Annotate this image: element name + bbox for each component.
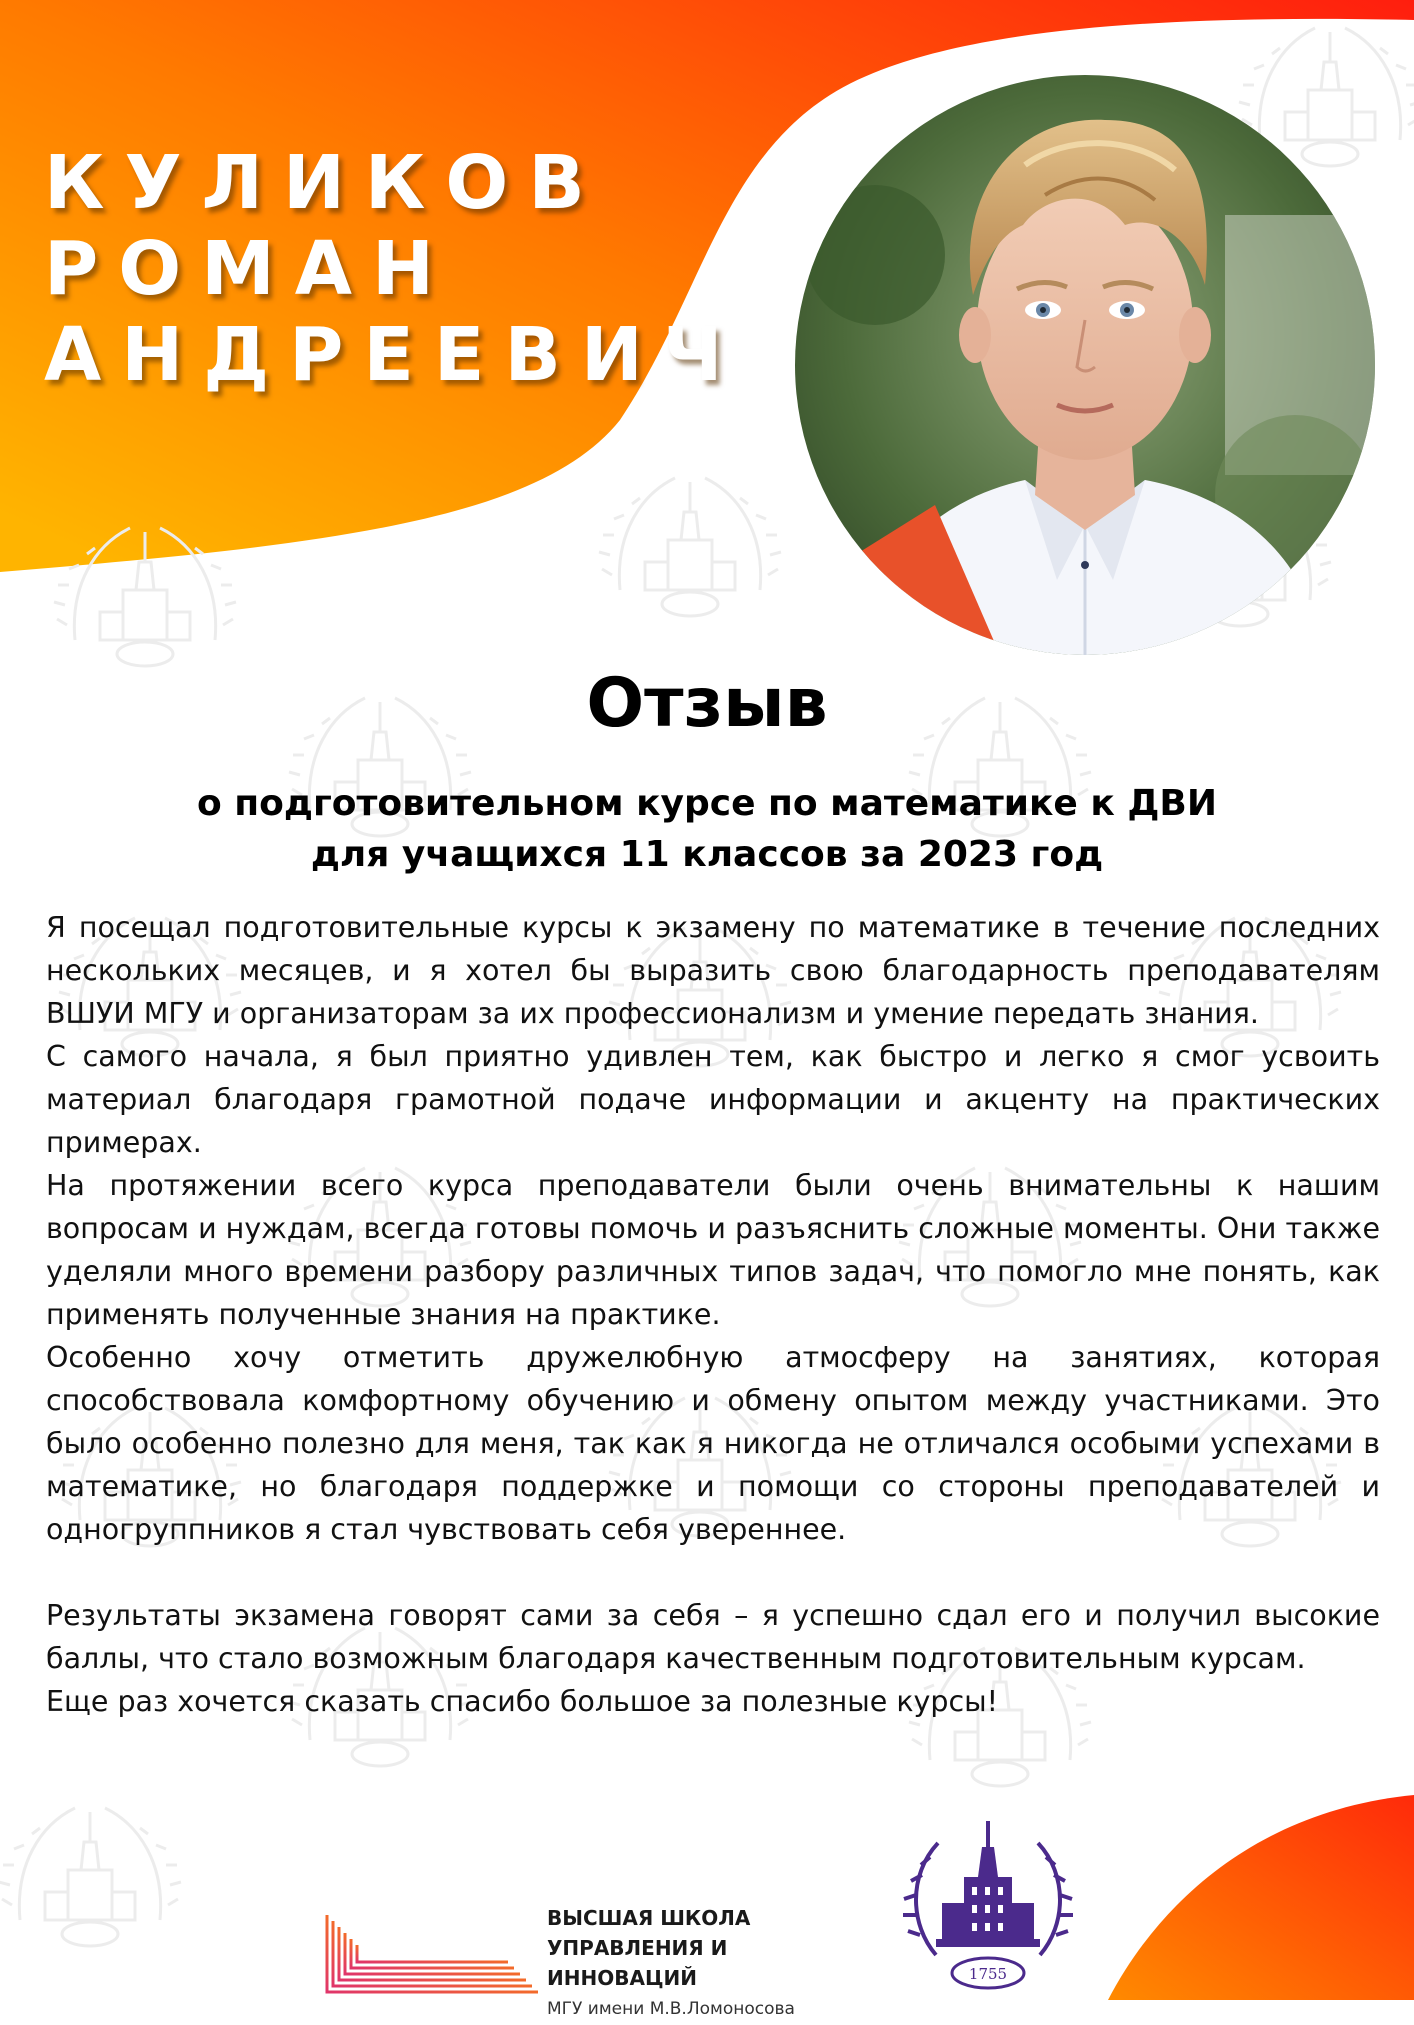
- review-paragraph-4: Особенно хочу отметить дружелюбную атмосферу на занятиях, которая способствовала комфортному обучению и обмену опытом между участниками. Это было особенно полезно для меня, так как я никогда не отличался особыми успехами в математике, но благодаря поддержке и помощи со стороны преподавателей и одногруппников я стал чувствовать себя увереннее.: [46, 1341, 1380, 1546]
- student-name: [44, 140, 743, 398]
- hsui-line-1: ВЫСШАЯ ШКОЛА: [547, 1906, 751, 1930]
- review-title: Отзыв: [586, 664, 828, 743]
- review-paragraph-5: Результаты экзамена говорят сами за себя – я успешно сдал его и получил высокие баллы, что стало возможным благодаря качественным подготовительным курсам.: [46, 1599, 1380, 1675]
- review-paragraph-2: С самого начала, я был приятно удивлен тем, как быстро и легко я смог усвоить материал благодаря грамотной подаче информации и акценту на практических примерах.: [46, 1040, 1380, 1159]
- first-name: РОМАН: [44, 226, 454, 312]
- review-paragraph-1: Я посещал подготовительные курсы к экзамену по математике в течение последних нескольких месяцев, и я хотел бы выразить свою благодарность преподавателям ВШУИ МГУ и организаторам за их профессионализм и умение передать знания.: [46, 911, 1380, 1030]
- review-body: [46, 906, 1380, 1723]
- subtitle-line-2: для учащихся 11 классов за 2023 год: [310, 834, 1104, 875]
- hsui-line-3: МГУ имени М.В.Ломоносова: [547, 1999, 795, 2019]
- hsui-logo: [325, 1815, 865, 2019]
- student-portrait: [795, 75, 1375, 655]
- review-paragraph-3: На протяжении всего курса преподаватели были очень внимательны к нашим вопросам и нуждам, всегда готовы помочь и разъяснить сложные моменты. Они также уделяли много времени разбору различных типов задач, что помогло мне понять, как применять полученные знания на практике.: [46, 1169, 1380, 1331]
- hsui-logo-text: [547, 1903, 865, 2025]
- seal-year: 1755: [968, 1965, 1008, 1983]
- patronymic: АНДРЕЕВИЧ: [44, 312, 743, 398]
- hsui-logo-icon: [325, 1815, 540, 1995]
- last-name: КУЛИКОВ: [44, 140, 605, 226]
- hsui-line-2: УПРАВЛЕНИЯ И ИННОВАЦИЙ: [547, 1936, 728, 1990]
- review-paragraph-6: Еще раз хочется сказать спасибо большое за полезные курсы!: [46, 1685, 999, 1718]
- subtitle-line-1: о подготовительном курсе по математике к ДВИ: [197, 783, 1217, 824]
- review-subtitle: [0, 778, 1414, 880]
- msu-seal-icon: [898, 1815, 1078, 1995]
